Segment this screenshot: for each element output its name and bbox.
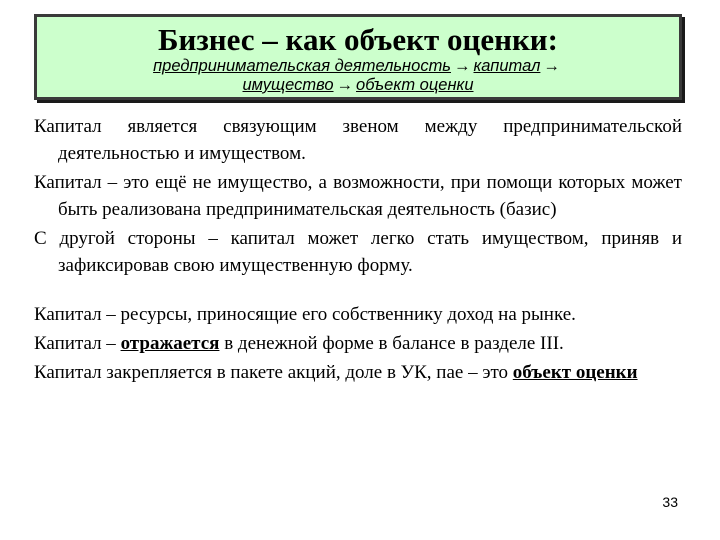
- paragraph-text: в денежной форме в балансе в разделе III.: [219, 333, 564, 354]
- paragraph-capital-possibilities: Капитал – это ещё не имущество, а возможности, при помощи которых может быть реализована предпринимательская деятельность (базис): [34, 172, 682, 220]
- emphasis-valuation-object: объект оценки: [512, 362, 638, 383]
- arrow-right-icon: →: [543, 57, 560, 75]
- subtitle-term-property: имущество: [242, 76, 334, 94]
- slide-body: [34, 113, 682, 388]
- arrow-right-icon: →: [454, 57, 471, 75]
- subtitle-term-valuation-object: объект оценки: [356, 76, 474, 94]
- title-box: [34, 14, 682, 100]
- subtitle-line-1: [37, 57, 679, 76]
- subtitle-term-entrepreneurship: предпринимательская деятельность: [153, 57, 451, 75]
- paragraph-text: Капитал –: [34, 333, 121, 354]
- subtitle-term-capital: капитал: [473, 57, 541, 75]
- paragraph-text: Капитал закрепляется в пакете акций, доле в УК, пае – это: [34, 362, 513, 383]
- paragraph-capital-link: Капитал является связующим звеном между предпринимательской деятельностью и имуществом.: [34, 116, 682, 164]
- paragraph-capital-balance: [34, 330, 682, 357]
- paragraph-spacer: [34, 281, 682, 301]
- paragraph-capital-shares: [34, 359, 682, 386]
- page-title: Бизнес – как объект оценки:: [157, 22, 558, 57]
- page-number: 33: [662, 494, 678, 510]
- emphasis-reflected: отражается: [120, 333, 220, 354]
- paragraph-capital-resources: Капитал – ресурсы, приносящие его собственнику доход на рынке.: [34, 304, 576, 325]
- subtitle-line-2: [37, 76, 679, 95]
- paragraph-capital-property-form: С другой стороны – капитал может легко стать имуществом, приняв и зафиксировав свою имущественную форму.: [34, 228, 682, 276]
- arrow-right-icon: →: [336, 76, 354, 94]
